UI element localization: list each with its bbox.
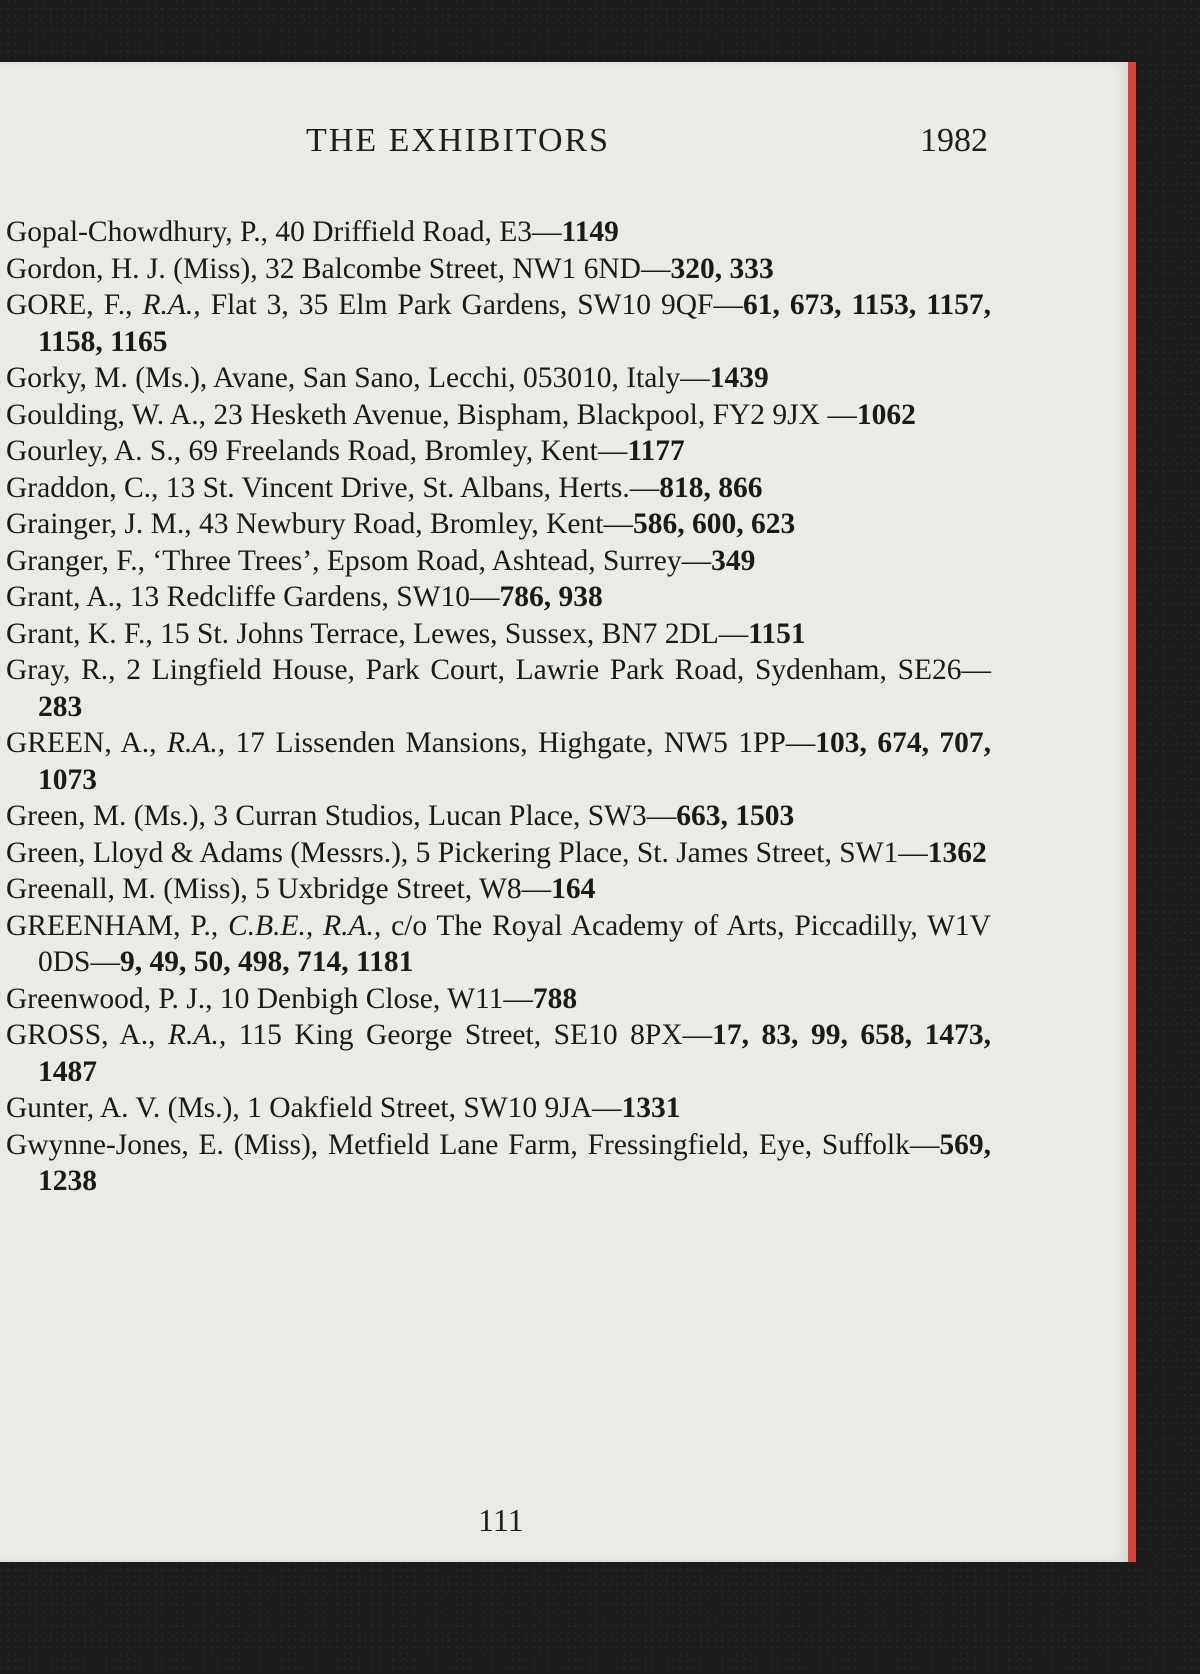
- entry-catalogue-numbers: 283: [38, 690, 83, 723]
- entry-name-address: GROSS, A.,: [6, 1019, 169, 1051]
- entry-catalogue-numbers: 663, 1503: [676, 800, 795, 832]
- header-year: 1982: [920, 122, 988, 159]
- running-header: [0, 122, 1128, 162]
- exhibitor-list: [6, 214, 991, 1200]
- entry-catalogue-numbers: 1149: [561, 216, 619, 248]
- exhibitor-entry: [6, 652, 991, 725]
- exhibitor-entry: [6, 579, 991, 616]
- exhibitor-entry: [6, 981, 991, 1018]
- entry-catalogue-numbers: 1331: [621, 1092, 681, 1124]
- exhibitor-entry: [6, 251, 991, 288]
- entry-name-address: Grainger, J. M., 43 Newbury Road, Bromley, Kent—: [6, 508, 633, 540]
- entry-catalogue-numbers: 786, 938: [499, 581, 603, 613]
- entry-name-address: GREENHAM, P.,: [6, 909, 229, 942]
- entry-name-address: Goulding, W. A., 23 Hesketh Avenue, Bispham, Blackpool, FY2 9JX —: [6, 398, 857, 431]
- exhibitor-entry: [6, 835, 991, 872]
- entry-honours: R.A.,: [142, 289, 201, 321]
- entry-catalogue-numbers: 1439: [709, 362, 769, 394]
- exhibitor-entry: [6, 871, 991, 908]
- entry-catalogue-numbers: 17, 83, 99, 658, 1473, 1487: [38, 1019, 991, 1088]
- entry-name-address: Greenwood, P. J., 10 Denbigh Close, W11—: [6, 982, 533, 1015]
- entry-name-address: Graddon, C., 13 St. Vincent Drive, St. Albans, Herts.—: [6, 471, 660, 504]
- entry-catalogue-numbers: 164: [551, 873, 596, 905]
- entry-name-address: Gopal-Chowdhury, P., 40 Driffield Road, E3—: [6, 216, 562, 248]
- entry-catalogue-numbers: 1151: [748, 617, 806, 650]
- entry-honours: C.B.E., R.A.,: [228, 909, 382, 942]
- entry-catalogue-numbers: 1177: [627, 435, 685, 467]
- exhibitor-entry: [6, 1017, 991, 1090]
- exhibitor-entry: [6, 360, 991, 397]
- exhibitor-entry: [6, 397, 991, 434]
- entry-name-address: Grant, A., 13 Redcliffe Gardens, SW10—: [6, 581, 500, 613]
- entry-name-address: Granger, F., ‘Three Trees’, Epsom Road, Ashtead, Surrey—: [6, 544, 712, 577]
- exhibitor-entry: [6, 506, 991, 543]
- entry-name-address: Gray, R., 2 Lingfield House, Park Court, Lawrie Park Road, Sydenham, SE26—: [6, 654, 991, 686]
- entry-honours: R.A.,: [166, 727, 226, 759]
- entry-catalogue-numbers: 788: [532, 982, 578, 1015]
- entry-catalogue-numbers: 1362: [927, 836, 987, 869]
- exhibitor-entry: [6, 725, 991, 798]
- exhibitor-entry: [6, 470, 991, 507]
- book-page: [0, 62, 1136, 1562]
- entry-catalogue-numbers: 103, 674, 707, 1073: [38, 727, 991, 796]
- entry-honours: R.A.,: [168, 1019, 227, 1051]
- entry-catalogue-numbers: 569, 1238: [38, 1128, 991, 1197]
- exhibitor-entry: [6, 798, 991, 835]
- entry-catalogue-numbers: 320, 333: [670, 252, 774, 285]
- entry-catalogue-numbers: 818, 866: [659, 471, 763, 504]
- entry-catalogue-numbers: 9, 49, 50, 498, 714, 1181: [119, 946, 414, 978]
- entry-address: Flat 3, 35 Elm Park Gardens, SW10 9QF—: [200, 289, 743, 321]
- entry-address: 17 Lissenden Mansions, Highgate, NW5 1PP—: [225, 727, 816, 759]
- entry-name-address: Gunter, A. V. (Ms.), 1 Oakfield Street, SW10 9JA—: [6, 1092, 622, 1124]
- entry-name-address: Gourley, A. S., 69 Freelands Road, Bromley, Kent—: [6, 435, 628, 467]
- entry-name-address: Gwynne-Jones, E. (Miss), Metfield Lane Farm, Fressingfield, Eye, Suffolk—: [6, 1128, 940, 1161]
- exhibitor-entry: [6, 214, 991, 251]
- entry-name-address: Greenall, M. (Miss), 5 Uxbridge Street, W8—: [6, 873, 552, 905]
- exhibitor-entry: [6, 287, 991, 360]
- exhibitor-entry: [6, 433, 991, 470]
- exhibitor-entry: [6, 908, 991, 981]
- entry-name-address: Gordon, H. J. (Miss), 32 Balcombe Street, NW1 6ND—: [6, 252, 671, 285]
- entry-name-address: Gorky, M. (Ms.), Avane, San Sano, Lecchi, 053010, Italy—: [6, 362, 710, 394]
- entry-name-address: GORE, F.,: [6, 289, 143, 321]
- entry-name-address: Green, M. (Ms.), 3 Curran Studios, Lucan Place, SW3—: [6, 800, 677, 832]
- header-title: THE EXHIBITORS: [306, 122, 611, 159]
- exhibitor-entry: [6, 543, 991, 580]
- entry-address: c/o The Royal Academy of Arts, Piccadilly, W1V 0DS—: [38, 909, 991, 978]
- entry-catalogue-numbers: 1062: [856, 398, 916, 431]
- page-number: 111: [478, 1502, 524, 1538]
- entry-catalogue-numbers: 349: [711, 544, 756, 577]
- exhibitor-entry: [6, 1127, 991, 1200]
- entry-name-address: Grant, K. F., 15 St. Johns Terrace, Lewes, Sussex, BN7 2DL—: [6, 617, 749, 650]
- exhibitor-entry: [6, 616, 991, 653]
- entry-catalogue-numbers: 61, 673, 1153, 1157, 1158, 1165: [38, 289, 991, 358]
- entry-address: 115 King George Street, SE10 8PX—: [226, 1019, 713, 1051]
- entry-name-address: Green, Lloyd & Adams (Messrs.), 5 Pickering Place, St. James Street, SW1—: [6, 836, 928, 869]
- entry-catalogue-numbers: 586, 600, 623: [632, 508, 796, 540]
- exhibitor-entry: [6, 1090, 991, 1127]
- entry-name-address: GREEN, A.,: [6, 727, 167, 759]
